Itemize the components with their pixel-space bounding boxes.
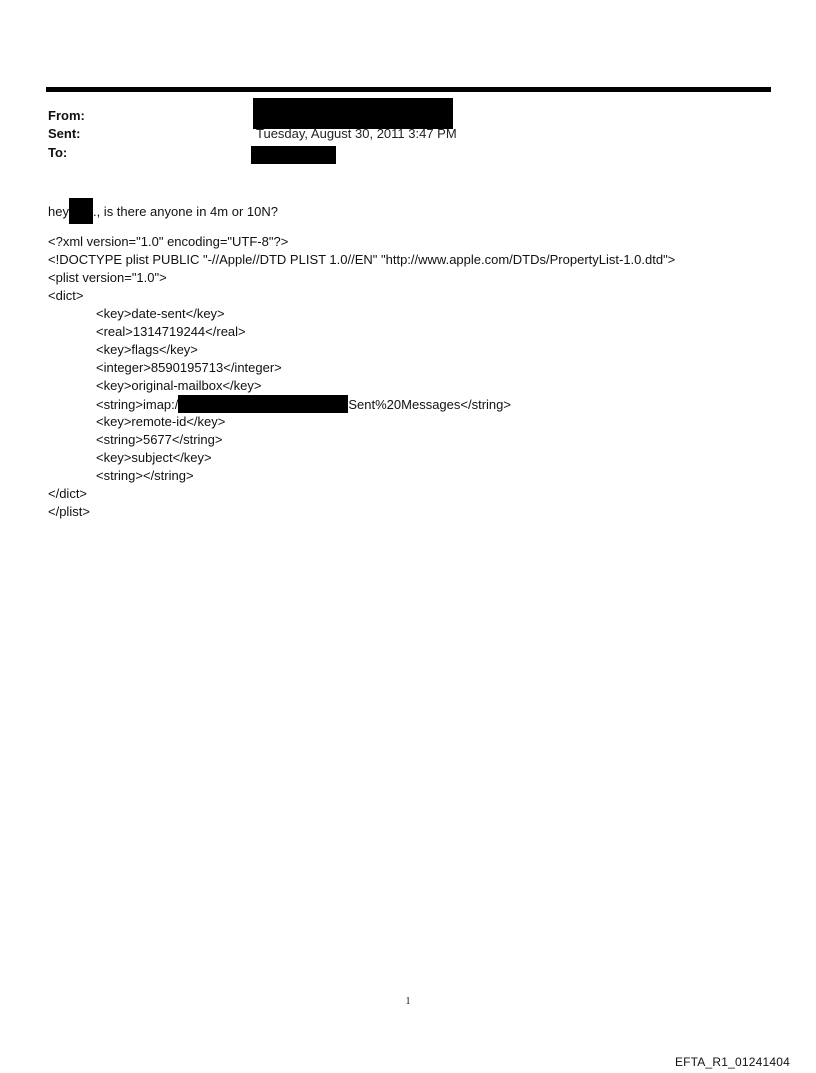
redaction-from bbox=[253, 98, 453, 129]
plist-line: <real>1314719244</real> bbox=[96, 324, 246, 339]
header-rule bbox=[46, 87, 771, 92]
plist-open: <plist version="1.0"> bbox=[48, 270, 167, 285]
from-label: From: bbox=[48, 108, 85, 123]
plist-line: <integer>8590195713</integer> bbox=[96, 360, 282, 375]
plist-line: <key>original-mailbox</key> bbox=[96, 378, 262, 393]
plist-line: <string></string> bbox=[96, 468, 194, 483]
plist-line: <key>subject</key> bbox=[96, 450, 212, 465]
dict-open: <dict> bbox=[48, 288, 84, 303]
sent-value: Tuesday, August 30, 2011 3:47 PM bbox=[256, 126, 457, 141]
dict-close: </dict> bbox=[48, 486, 88, 501]
plist-close: </plist> bbox=[48, 504, 90, 519]
xml-declaration: <?xml version="1.0" encoding="UTF-8"?> bbox=[48, 234, 289, 249]
redaction-mailbox bbox=[178, 395, 348, 413]
mailbox-string-line bbox=[96, 395, 511, 414]
page-number: 1 bbox=[405, 996, 411, 1007]
mailbox-prefix: <string>imap:/ bbox=[96, 397, 179, 412]
sent-label: Sent: bbox=[48, 126, 81, 141]
bates-number: EFTA_R1_01241404 bbox=[674, 1055, 790, 1069]
doctype-line: <!DOCTYPE plist PUBLIC "-//Apple//DTD PLIST 1.0//EN" "http://www.apple.com/DTDs/PropertyList-1.0.dtd"> bbox=[48, 252, 676, 267]
plist-line: <key>date-sent</key> bbox=[96, 306, 225, 321]
message-greeting bbox=[48, 198, 278, 224]
to-label: To: bbox=[48, 145, 68, 160]
plist-line: <key>flags</key> bbox=[96, 342, 198, 357]
plist-line: <string>5677</string> bbox=[96, 432, 223, 447]
redaction-name bbox=[69, 198, 93, 224]
greeting-end: ., is there anyone in 4m or 10N? bbox=[92, 204, 278, 219]
plist-line: <key>remote-id</key> bbox=[96, 414, 226, 429]
greeting-start: hey bbox=[48, 204, 69, 219]
mailbox-suffix: Sent%20Messages</string> bbox=[348, 397, 511, 412]
redaction-to bbox=[251, 146, 336, 164]
